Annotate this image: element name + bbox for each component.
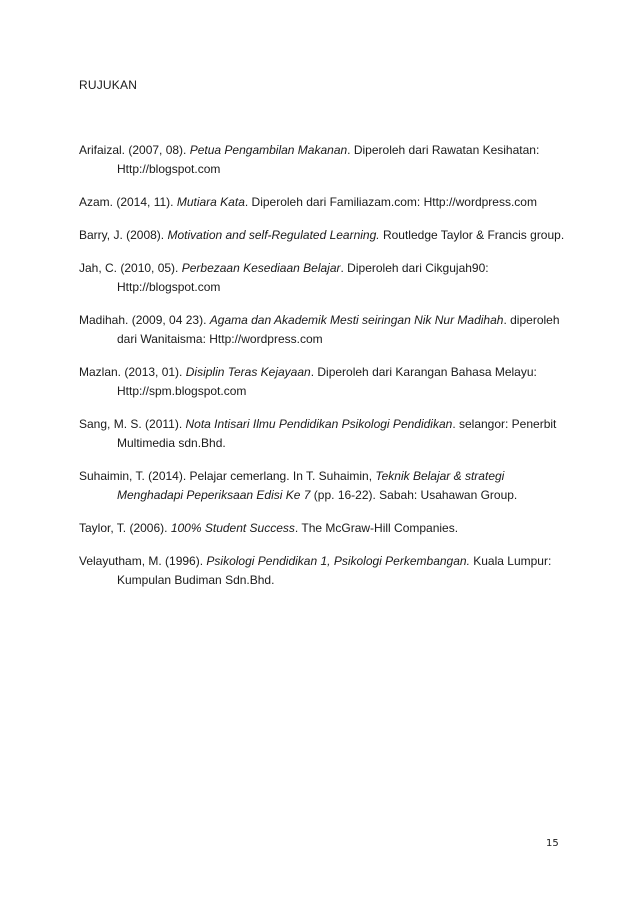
reference-entry (79, 519, 569, 538)
reference-authors-date: Mazlan. (2013, 01). (79, 365, 186, 379)
reference-entry (79, 141, 569, 179)
reference-title: Mutiara Kata (176, 195, 245, 209)
reference-source: . Diperoleh dari Familiazam.com: Http://wordpress.com (244, 195, 537, 209)
section-heading: RUJUKAN (79, 78, 138, 92)
reference-title: Petua Pengambilan Makanan (189, 143, 348, 157)
page-number: 15 (546, 838, 559, 849)
reference-entry (79, 415, 569, 453)
reference-source: . selangor: Penerbit Multimedia sdn.Bhd. (117, 417, 557, 450)
reference-entry (79, 467, 569, 505)
reference-entry (79, 363, 569, 401)
reference-entry (79, 226, 569, 245)
reference-title: 100% Student Success (170, 521, 295, 535)
reference-title: Psikologi Pendidikan 1, Psikologi Perkembangan. (206, 554, 470, 568)
reference-title: Disiplin Teras Kejayaan (185, 365, 311, 379)
reference-authors-date: Azam. (2014, 11). (79, 195, 177, 209)
reference-authors-date: Madihah. (2009, 04 23). (79, 313, 210, 327)
reference-authors-date: Velayutham, M. (1996). (79, 554, 207, 568)
reference-entry (79, 259, 569, 297)
reference-authors-date: Suhaimin, T. (2014). Pelajar cemerlang. In T. Suhaimin, (79, 469, 376, 483)
reference-source: . Diperoleh dari Cikgujah90: Http://blogspot.com (117, 261, 489, 294)
reference-title: Agama dan Akademik Mesti seiringan Nik Nur Madihah (209, 313, 504, 327)
reference-entry (79, 311, 569, 349)
reference-source: . Diperoleh dari Karangan Bahasa Melayu: Http://spm.blogspot.com (117, 365, 537, 398)
reference-source: . The McGraw-Hill Companies. (294, 521, 459, 535)
reference-source: Routledge Taylor & Francis group. (379, 228, 565, 242)
reference-entry (79, 552, 569, 590)
reference-authors-date: Jah, C. (2010, 05). (79, 261, 182, 275)
reference-source: . diperoleh dari Wanitaisma: Http://wordpress.com (117, 313, 560, 346)
reference-authors-date: Barry, J. (2008). (79, 228, 168, 242)
reference-title: Nota Intisari Ilmu Pendidikan Psikologi Pendidikan (185, 417, 453, 431)
reference-authors-date: Sang, M. S. (2011). (79, 417, 186, 431)
reference-title: Motivation and self-Regulated Learning. (167, 228, 380, 242)
reference-list (79, 141, 569, 604)
reference-entry (79, 193, 569, 212)
reference-source: Kuala Lumpur: Kumpulan Budiman Sdn.Bhd. (117, 554, 552, 587)
reference-title: Perbezaan Kesediaan Belajar (181, 261, 341, 275)
reference-source: (pp. 16-22). Sabah: Usahawan Group. (310, 488, 518, 502)
reference-source: . Diperoleh dari Rawatan Kesihatan: Http://blogspot.com (117, 143, 540, 176)
reference-authors-date: Taylor, T. (2006). (79, 521, 171, 535)
reference-title: Teknik Belajar & strategi Menghadapi Peperiksaan Edisi Ke 7 (117, 469, 505, 502)
reference-authors-date: Arifaizal. (2007, 08). (79, 143, 190, 157)
